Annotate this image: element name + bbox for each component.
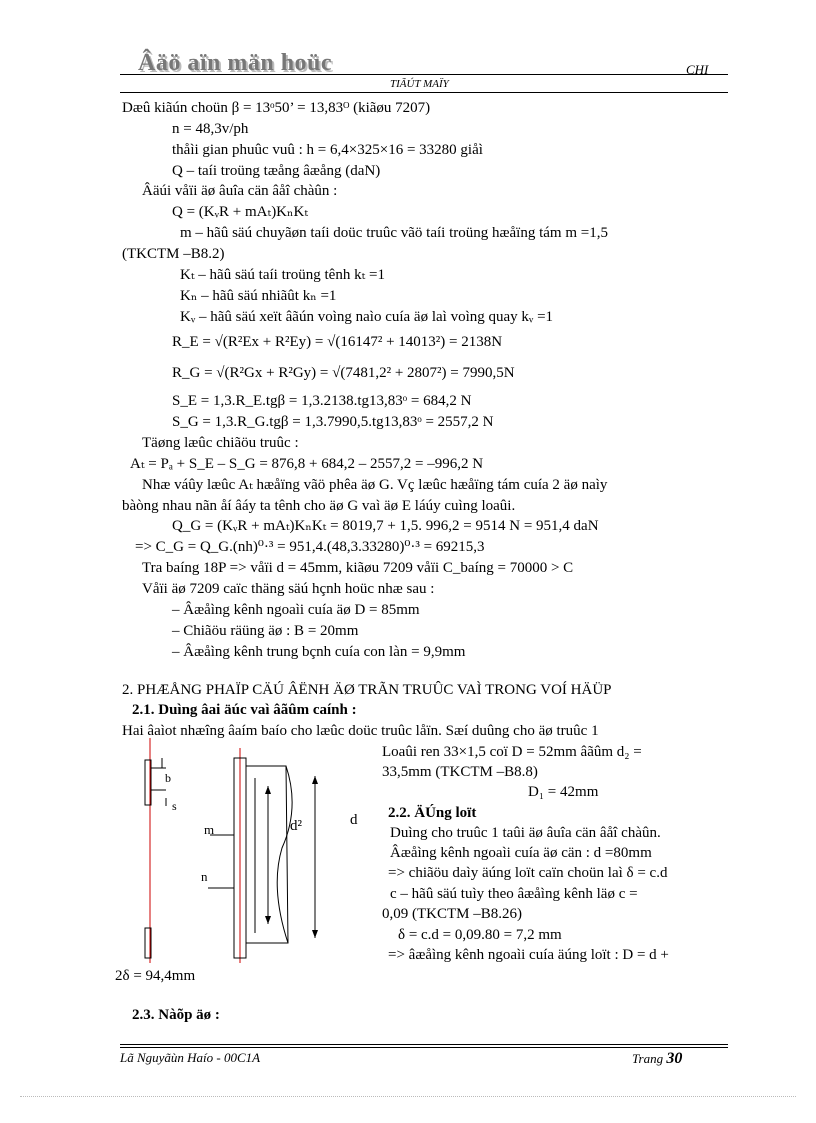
text-line: Duìng cho truûc 1 taûi äø âuîa cän âåî chàûn. bbox=[390, 825, 661, 841]
text-line: Âäúi våïi äø âuîa cän âåî chàûn : bbox=[142, 183, 338, 199]
text-line: m – hãû säú chuyãøn taíi doüc truûc vãö taíi troüng hæåïng tám m =1,5 bbox=[180, 225, 608, 241]
footer-page-label: Trang bbox=[632, 1051, 664, 1066]
text-line: Nhæ váûy læûc Aₜ hæåïng vãö phêa äø G. Vç læûc hæåïng tám cuía 2 äø naìy bbox=[142, 477, 608, 493]
label-n: n bbox=[201, 869, 208, 884]
text-line: bàòng nhau nãn åí âáy ta tênh cho äø G vaì äø E láúy cuìng loaûi. bbox=[122, 498, 516, 514]
header-rule-top bbox=[120, 74, 728, 75]
text-line: => âæåìng kênh ngoaìi cuía äúng loït : D = d + bbox=[388, 947, 669, 963]
list-item: – Chiãöu räüng äø : B = 20mm bbox=[172, 623, 359, 639]
header-title: Âäö aïn män hoüc bbox=[138, 50, 333, 76]
section-heading: 2. PHÆÅNG PHAÏP CÄÚ ÂËNH ÄØ TRÃN TRUÛC VAÌ TRONG VOÍ HÄÜP bbox=[122, 682, 612, 698]
formula-q: Q = (KᵥR + mAₜ)KₙKₜ bbox=[172, 204, 309, 220]
text-line: 0,09 (TKCTM –B8.26) bbox=[382, 906, 522, 922]
formula-sg: S_G = 1,3.R_G.tgβ = 1,3.7990,5.tg13,83ᵒ = 2557,2 N bbox=[172, 414, 494, 430]
nut-washer-figure bbox=[110, 738, 380, 963]
subsection-heading: 2.1. Duìng âai äúc vaì âãûm caính : bbox=[132, 702, 357, 718]
text-line: thåìi gian phuûc vuû : h = 6,4×325×16 = 33280 giåì bbox=[172, 142, 483, 158]
formula-se: S_E = 1,3.R_E.tgβ = 1,3.2138.tg13,83ᵒ = 684,2 N bbox=[172, 393, 472, 409]
text-line: c – hãû säú tuìy theo âæåìng kênh läø c = bbox=[390, 886, 638, 902]
text-line: Hai âaìot nhæîng âaím baío cho læûc doüc truûc låïn. Sæí duûng cho äø truûc 1 bbox=[122, 723, 599, 739]
text-line: Kₙ – hãû säú nhiãût kₙ =1 bbox=[180, 288, 337, 304]
list-item: – Âæåìng kênh ngoaìi cuía äø D = 85mm bbox=[172, 602, 420, 618]
subsection-heading: 2.2. ÄÚng loït bbox=[388, 805, 477, 821]
label-d2: d² bbox=[290, 818, 302, 834]
text-line: Kₜ – hãû säú taíi troüng tênh kₜ =1 bbox=[180, 267, 385, 283]
subsection-heading: 2.3. Nàõp äø : bbox=[132, 1007, 220, 1023]
text-line: Loaûi ren 33×1,5 coï D = 52mm âãûm d₂ = bbox=[382, 744, 642, 760]
thread-curve bbox=[277, 766, 292, 943]
formula-rg: R_G = √(R²Gx + R²Gy) = √(7481,2² + 2807²) = 7990,5N bbox=[172, 365, 515, 381]
formula-cg: => C_G = Q_G.(nh)⁰·³ = 951,4.(48,3.33280)⁰·³ = 69215,3 bbox=[135, 539, 485, 555]
text-line: Kᵥ – hãû säú xeït âãún voìng naìo cuía äø laì voìng quay kᵥ =1 bbox=[180, 309, 554, 325]
footer-page-number: 30 bbox=[666, 1050, 683, 1067]
text-line: δ = c.d = 0,09.80 = 7,2 mm bbox=[398, 927, 562, 943]
formula-re: R_E = √(R²Ex + R²Ey) = √(16147² + 14013²) = 2138N bbox=[172, 334, 503, 350]
text-line: (TKCTM –B8.2) bbox=[122, 246, 225, 262]
footer-rule-top bbox=[120, 1044, 728, 1045]
text-line: 2δ = 94,4mm bbox=[115, 968, 196, 984]
text-line: 33,5mm (TKCTM –B8.8) bbox=[382, 764, 538, 780]
text-line: Våïi äø 7209 caïc thäng säú hçnh hoüc nhæ sau : bbox=[142, 581, 435, 597]
label-b: b bbox=[165, 771, 171, 785]
list-item: – Âæåìng kênh trung bçnh cuía con làn = 9,9mm bbox=[172, 644, 466, 660]
footer-page bbox=[632, 1050, 682, 1068]
formula-qg: Q_G = (KᵥR + mAₜ)KₙKₜ = 8019,7 + 1,5. 996,2 = 9514 N = 951,4 daN bbox=[172, 518, 599, 534]
footer-rule-double bbox=[120, 1047, 728, 1048]
text-line: => chiãöu daìy äúng loït caïn choün laì δ = c.d bbox=[388, 865, 668, 881]
text-line: Q – taíi troüng tæång âæång (daN) bbox=[172, 163, 381, 179]
text-line: Täøng læûc chiãöu truûc : bbox=[142, 435, 299, 451]
text-line: Dæû kiãún choün β = 13ᵒ50’ = 13,83ᴼ (kiãøu 7207) bbox=[122, 100, 431, 116]
label-d: d bbox=[350, 812, 358, 828]
header-rule-bottom bbox=[120, 92, 728, 93]
page-edge-dots bbox=[20, 1096, 796, 1097]
text-line: Âæåìng kênh ngoaìi cuía äø cän : d =80mm bbox=[390, 845, 652, 861]
text-line: D₁ = 42mm bbox=[528, 784, 599, 800]
header-right-text: CHI bbox=[686, 62, 709, 77]
text-line: n = 48,3v/ph bbox=[172, 121, 249, 137]
label-m: m bbox=[204, 822, 215, 837]
footer-author: Lã Nguyãùn Haío - 00C1A bbox=[120, 1050, 261, 1065]
label-s: s bbox=[172, 799, 177, 813]
formula-at: Aₜ = Pₐ + S_E – S_G = 876,8 + 684,2 – 2557,2 = –996,2 N bbox=[130, 456, 484, 472]
text-line: Tra baíng 18P => våïi d = 45mm, kiãøu 7209 våïi C_baíng = 70000 > C bbox=[142, 560, 574, 576]
header-subtitle: TIÃÚT MAÏY bbox=[390, 78, 449, 90]
